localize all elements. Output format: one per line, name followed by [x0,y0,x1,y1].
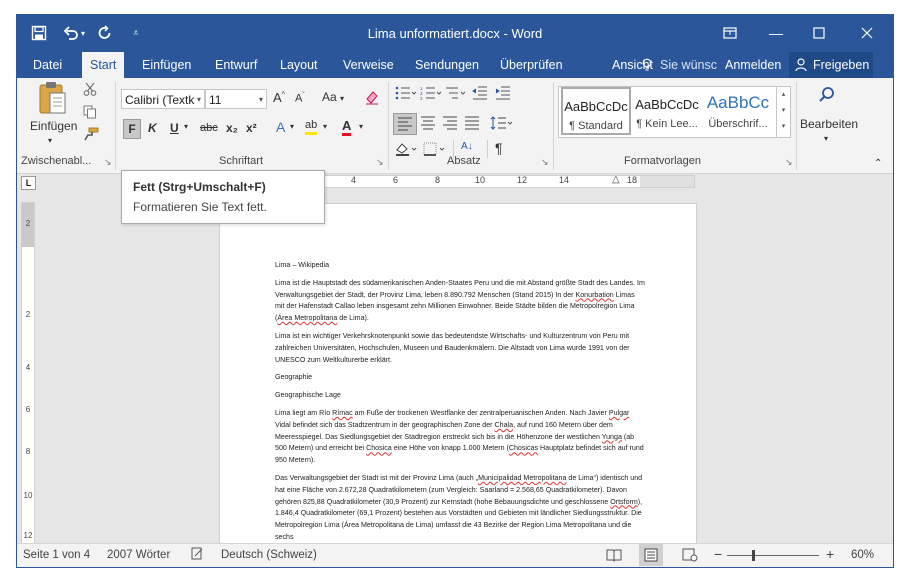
font-group-label: Schriftart [219,155,264,167]
style-sample: AaBbCcDc [635,97,699,112]
styles-group-label: Formatvorlagen [624,155,702,167]
svg-text:2: 2 [420,91,423,96]
spelling-error: Yunga [601,432,622,441]
align-left-icon [397,117,413,131]
ruler-tick: 12 [23,531,33,540]
change-case-label: Aa [322,90,337,104]
cut-icon[interactable] [83,82,97,99]
chevron-down-icon: ▾ [196,95,201,104]
paragraph-group-label: Absatz [447,155,481,167]
doc-paragraph [275,473,645,544]
proofing-icon[interactable] [190,547,204,564]
ruler-margin [640,176,694,187]
font-color-button[interactable]: A [342,119,351,136]
grow-font-button[interactable]: A^ [273,90,285,105]
tab-ueberpruefen[interactable]: Überprüfen [500,58,563,72]
styles-scroll [776,86,791,138]
vertical-ruler[interactable] [21,202,35,544]
tab-sendungen[interactable]: Sendungen [415,58,479,72]
ruler-tick: 4 [25,363,31,372]
doc-title-line: Lima – Wikipedia [275,261,330,269]
tab-selector-icon[interactable]: L [21,176,36,190]
font-name-box[interactable] [121,89,205,109]
doc-heading: Geographie [275,373,313,382]
share-button[interactable] [789,52,873,78]
italic-button[interactable]: K [148,121,157,135]
group-divider [553,82,554,170]
zoom-slider-thumb[interactable] [752,550,755,561]
font-color-dropdown-icon[interactable]: ▾ [359,122,364,131]
bold-button[interactable]: F [123,119,141,139]
ruler-tick: 14 [559,175,570,185]
language-indicator[interactable]: Deutsch (Schweiz) [221,549,317,561]
style-standard[interactable] [561,87,631,135]
window-title: Lima unformatiert.docx - Word [367,26,543,41]
shrink-font-button[interactable]: $A^ˇ$ [295,92,305,105]
tab-datei[interactable]: Datei [33,58,63,72]
tell-me-input[interactable]: Sie wünsc [660,58,717,72]
zoom-out-button[interactable]: − [714,546,723,562]
spelling-error: Konurbation [575,290,614,299]
ruler-tick: 2 [25,310,31,319]
spelling-error: Ortsform [610,497,638,506]
ruler-tick: 6 [393,175,399,185]
text-run: Hauptplatz befindet sich auf rund 950 Metern). [275,444,644,465]
tab-entwurf[interactable]: Entwurf [215,58,258,72]
spelling-error: Municipalidad Metropolitana [478,473,567,482]
tab-verweise[interactable]: Verweise [343,58,394,72]
tab-einfuegen[interactable]: Einfügen [142,58,192,72]
group-divider [115,82,116,170]
customize-toolbar-icon[interactable]: ⩡ [133,27,139,39]
align-right-icon[interactable] [442,116,458,133]
undo-dropdown-icon[interactable]: ▾ [81,28,86,38]
font-name-value: Calibri (Textk [125,93,195,107]
multilevel-list-icon[interactable] [445,86,467,103]
paste-icon[interactable] [37,80,69,119]
change-case-button[interactable]: Aa ▾ [322,90,345,104]
tooltip-description: Formatieren Sie Text fett. [133,200,267,214]
text-run: Limas mit der Hafenstadt Callao leben insgesamt zehn Millionen Einwohner. Beide Städte bilden die Metropolregion Lima ( [275,290,635,323]
collapse-ribbon-icon[interactable]: ⌃ [874,158,883,169]
doc-heading: Geographische Lage [275,391,341,400]
style-name: ¶ Standard [569,120,623,132]
styles-launcher-icon[interactable]: ↘ [785,157,793,167]
paste-dropdown-icon[interactable]: ▾ [48,136,53,145]
ruler-tick: 2 [25,219,31,228]
word-window [16,14,894,568]
format-painter-icon[interactable] [83,127,99,144]
show-formatting-button[interactable]: ¶ [495,140,503,156]
tooltip-title: Fett (Strg+Umschalt+F) [133,180,266,194]
style-sample: AaBbCcDc [564,99,628,114]
bullets-icon[interactable] [395,86,417,103]
share-person-icon [795,58,809,72]
status-bar [17,543,893,568]
paragraph-divider [487,140,488,158]
borders-icon[interactable] [423,142,447,159]
scroll-up-icon[interactable]: ▴ [781,91,786,98]
document-body[interactable] [275,260,645,550]
ruler-tick: 10 [475,175,486,185]
align-left-button[interactable] [393,113,417,135]
highlight-dropdown-icon[interactable]: ▾ [323,122,328,131]
ruler-tick: 10 [23,491,33,500]
read-mode-icon[interactable] [606,548,622,565]
clear-formatting-icon[interactable] [364,89,380,108]
clipboard-launcher-icon[interactable]: ↘ [104,157,112,167]
paragraph-launcher-icon[interactable]: ↘ [541,157,549,167]
zoom-in-button[interactable]: + [826,546,835,562]
text-run: Lima ist die Hauptstadt des südamerikanischen Anden-Staates Peru und die mit Abstand größte Stadt des Landes. Im Verwaltungsgebiet der Stadt, der Provinz Lima, leben 8.890.792 Menschen (Stand 2015) In der [275,278,645,299]
tab-ansicht[interactable]: Ansicht [612,58,653,72]
ribbon-tabs [17,52,893,78]
print-layout-icon [644,548,658,562]
style-name: ¶ Kein Lee... [636,118,698,130]
line-spacing-icon[interactable] [490,116,512,133]
font-size-box[interactable] [205,89,267,109]
bold-tooltip [121,170,325,224]
minimize-icon[interactable]: — [769,25,783,41]
tell-me-icon[interactable] [642,52,652,78]
spelling-error: Chosicas [508,444,539,453]
doc-paragraph [275,408,645,467]
page-count[interactable]: Seite 1 von 4 [23,549,91,561]
subscript-button[interactable]: x₂ [226,121,239,135]
spelling-error: Rímac [332,408,353,417]
align-center-icon[interactable] [420,116,436,133]
text-run: am Fuße der trockenen Westflanke der zentralperuanischen Anden. Nach Javier [352,408,609,417]
text-run: eine Höhe von knapp 1.000 Metern ( [391,444,509,453]
text-run: de Lima). [337,314,369,323]
text-run: de Lima“) identisch und hat eine Fläche von 2.672,28 Quadratkilometern (zum Vergleich: Saarland = 2.568,65 Quadratkilometer). Davon gehören 825,88 Quadratkilometer (30,9 Prozent) zur Kernstadt (hohe Bebauungsdichte und geschlossene [275,473,643,506]
svg-text:1: 1 [420,86,423,91]
style-no-spacing[interactable] [632,87,702,135]
shrink-font-label: A [295,92,303,105]
underline-button[interactable]: U [170,121,179,135]
styles-more-icon[interactable]: ▾ [781,123,786,130]
right-indent-marker[interactable]: △ [612,174,620,185]
paste-label[interactable]: Einfügen [30,119,78,133]
title-bar [17,15,893,52]
group-divider [796,82,797,170]
zoom-slider[interactable] [727,555,819,556]
word-count[interactable]: 2007 Wörter [107,549,171,561]
decrease-indent-icon[interactable] [472,86,488,103]
spelling-error: Chala [494,420,514,429]
clipboard-group-label: Zwischenabl... [21,155,92,167]
ribbon-display-options-icon[interactable] [723,23,737,43]
spelling-error: Chosica [366,444,392,453]
tab-start[interactable]: Start [82,52,124,78]
font-size-value: 11 [209,93,222,107]
document-area [17,174,893,543]
justify-icon[interactable] [464,116,480,133]
ruler-tick: 6 [25,405,31,414]
text-run: Vidal befindet sich das Stadtzentrum in der geographischen Zone der [275,420,495,429]
styles-gallery [558,86,778,138]
document-page[interactable] [219,203,697,550]
text-effects-button[interactable]: A [276,119,286,135]
chevron-down-icon: ▾ [824,134,829,143]
underline-dropdown-icon[interactable]: ▾ [184,122,189,131]
sort-button[interactable]: A↓ [461,141,473,152]
style-name: Überschrif... [708,118,768,130]
increase-indent-icon[interactable] [495,86,511,103]
text-run: Lima liegt am Río [275,408,333,417]
zoom-level[interactable]: 60% [851,549,875,561]
text-effects-dropdown-icon[interactable]: ▾ [290,122,295,131]
find-magnifier-icon [818,86,836,107]
ruler-tick: 12 [517,175,528,185]
svg-text:3: 3 [420,96,423,100]
spelling-error: Pulgar [608,408,630,417]
font-launcher-icon[interactable]: ↘ [376,157,384,167]
share-label: Freigeben [813,58,870,72]
superscript-button[interactable]: x² [246,121,257,135]
style-sample: AaBbCc [706,93,770,112]
text-run: (ab 500 Metern) und erreicht bei [275,432,635,453]
text-run: ), 1.846,4 Quadratkilometer (69,1 Prozent) bestehen aus Vorstädten und Gebieten mit ländlicher Siedlungsstruktur. Die Metropolregion Lima (Área Metropolitana de Lima) umfasst die 43 Bezirke der Region Lima Metropolitana und die sechs [275,497,643,541]
text-run: Das Verwaltungsgebiet der Stadt ist mit der Provinz Lima (auch „ [275,473,479,482]
ruler-tick: 8 [25,447,31,456]
copy-icon[interactable] [83,105,97,122]
ribbon [17,78,893,174]
web-layout-icon[interactable] [682,548,698,565]
tab-layout[interactable]: Layout [280,58,318,72]
text-run: , auf rund 160 Metern über dem Meeresspiegel. Das Siedlungsgebiet der Stadtregion erstreckt sich bis in die Höhenzone der westlichen [275,420,613,441]
doc-paragraph: Lima ist ein wichtiger Verkehrsknotenpunkt sowie das bedeutendste Wirtschafts- und Kulturzentrum von Peru mit zahlreichen Universitäten, Hochschulen, Museen und Baudenkmälern. Die Altstadt von Lima wurde 1991 von der UNESCO zum Weltkulturerbe erklärt. [275,331,630,364]
numbering-icon[interactable] [420,86,442,103]
scroll-down-icon[interactable]: ▾ [781,107,786,114]
strikethrough-button[interactable]: abc [200,122,218,134]
group-divider [388,82,389,170]
highlight-button[interactable]: ab [305,119,317,135]
ruler-tick: 18 [627,175,638,185]
ruler-tick: 8 [435,175,441,185]
sign-in-link[interactable]: Anmelden [725,58,782,72]
ruler-tick: 4 [351,175,357,185]
grow-font-label: A [273,90,282,105]
close-icon[interactable] [861,23,873,43]
editing-label: Bearbeiten [800,117,859,131]
spelling-error: Área Metropolitana [277,314,338,323]
doc-paragraph [275,278,645,325]
style-heading[interactable] [703,87,773,135]
print-layout-button[interactable] [639,544,663,566]
chevron-down-icon: ▾ [258,95,263,104]
shading-icon[interactable] [395,142,419,159]
maximize-icon[interactable] [813,23,825,43]
